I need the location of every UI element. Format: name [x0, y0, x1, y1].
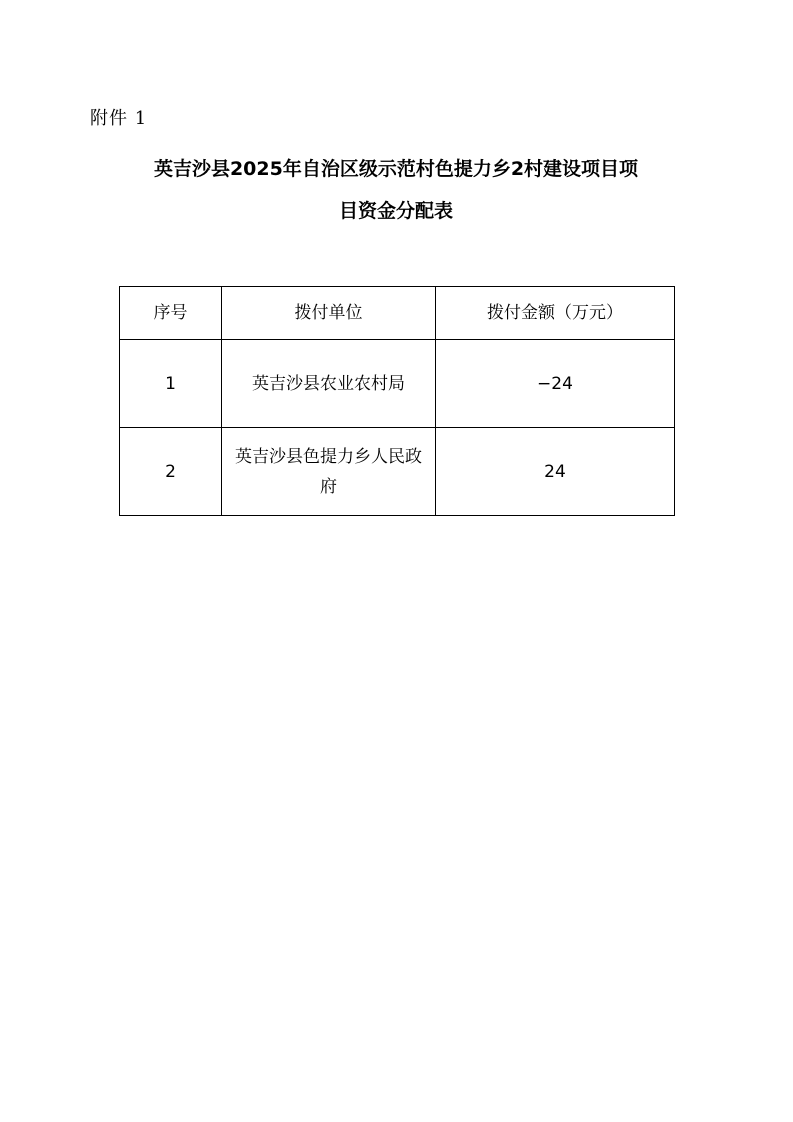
document-title: [90, 148, 702, 232]
row-unit: 英吉沙县农业农村局: [222, 340, 436, 428]
header-index: 序号: [120, 287, 222, 340]
table-row: [120, 428, 675, 516]
row-index: 1: [120, 340, 222, 428]
header-unit: 拨付单位: [222, 287, 436, 340]
header-amount: 拨付金额（万元）: [436, 287, 675, 340]
title-line-1: 英吉沙县2025年自治区级示范村色提力乡2村建设项目项: [153, 158, 639, 180]
title-line-2: 目资金分配表: [338, 200, 453, 222]
row-amount: 24: [436, 428, 675, 516]
row-index: 2: [120, 428, 222, 516]
table-header-row: [120, 287, 675, 340]
table-row: [120, 340, 675, 428]
attachment-label: 附件 1: [90, 108, 148, 129]
allocation-table: [119, 286, 675, 516]
row-amount: −24: [436, 340, 675, 428]
row-unit: 英吉沙县色提力乡人民政府: [222, 428, 436, 516]
